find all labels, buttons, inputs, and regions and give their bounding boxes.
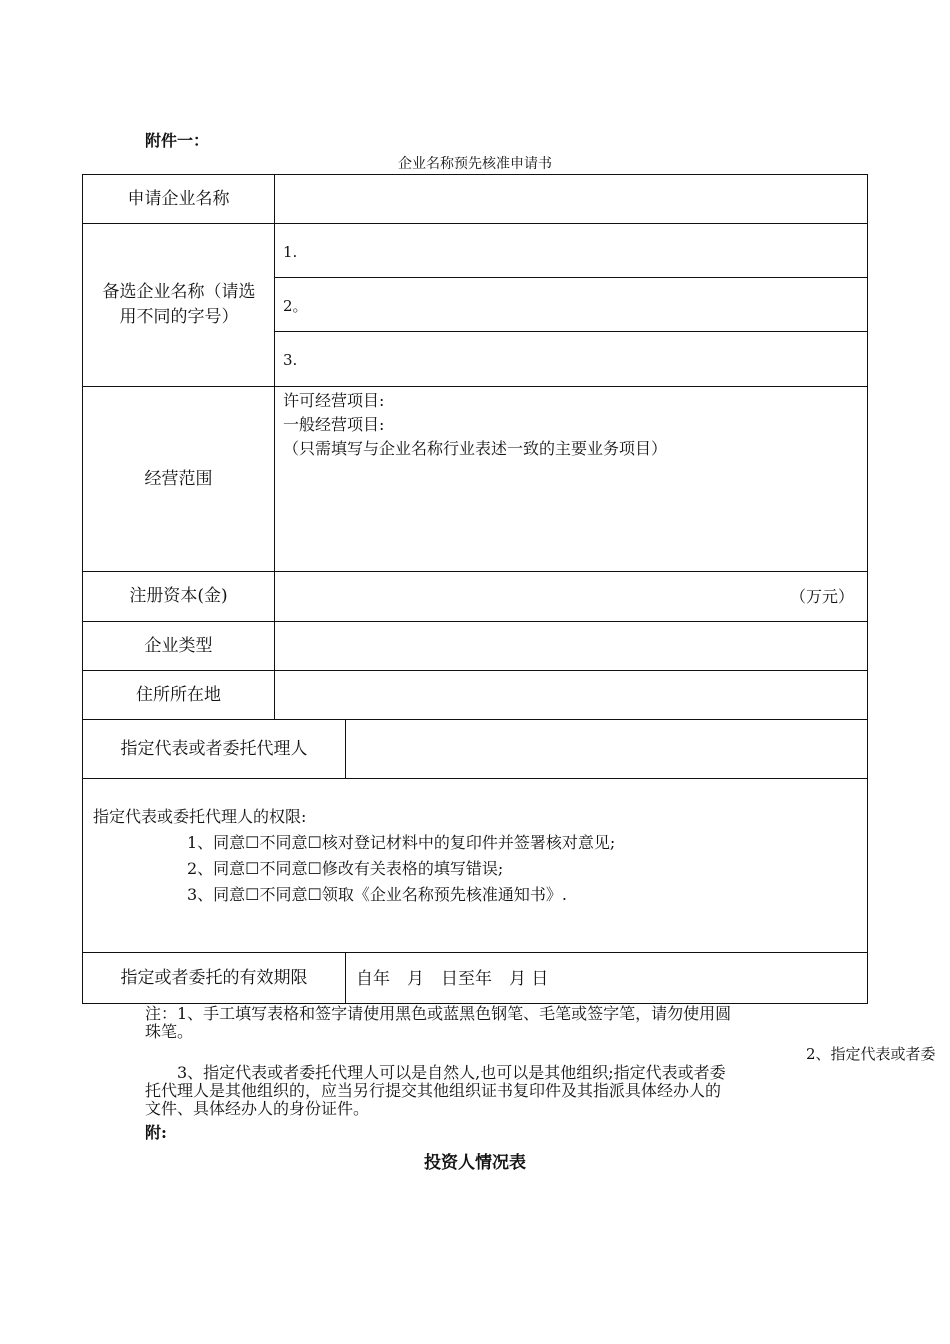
- row-divider: [274, 331, 868, 332]
- address-label: 住所所在地: [136, 684, 221, 705]
- note-2-fragment: 2、指定代表或者委: [806, 1045, 936, 1063]
- note-1-line-2: 珠笔。: [145, 1022, 194, 1041]
- validity-value[interactable]: 自年 月 日至年 月 日: [356, 969, 549, 989]
- investor-table-title: 投资人情况表: [424, 1153, 526, 1173]
- address-field[interactable]: [276, 672, 866, 718]
- row-divider: [82, 778, 868, 779]
- authority-title: 指定代表或委托代理人的权限:: [93, 807, 307, 826]
- licensed-items-text: 许可经营项目:: [283, 391, 385, 410]
- capital-unit: （万元）: [790, 587, 855, 606]
- note-3-line-2: 托代理人是其他组织的，应当另行提交其他组织证书复印件及其指派具体经办人的: [145, 1081, 722, 1100]
- company-name-label: 申请企业名称: [127, 188, 230, 209]
- annex-label: 附:: [145, 1123, 167, 1142]
- authority-item-3: 3、同意☐不同意☐领取《企业名称预先核准通知书》.: [187, 885, 567, 904]
- note-3-line-1: 3、指定代表或者委托代理人可以是自然人,也可以是其他组织;指定代表或者委: [177, 1063, 726, 1082]
- general-items-text: 一般经营项目:: [283, 415, 385, 434]
- note-1-line-1: 注：1、手工填写表格和签字请使用黑色或蓝黑色钢笔、毛笔或签字笔，请勿使用圆: [145, 1004, 732, 1023]
- validity-label: 指定或者委托的有效期限: [120, 967, 308, 988]
- alt-name-2[interactable]: 2。: [283, 297, 308, 315]
- agent-label: 指定代表或者委托代理人: [120, 738, 308, 759]
- attachment-label: 附件一：: [145, 131, 210, 150]
- scope-hint-text: （只需填写与企业名称行业表述一致的主要业务项目）: [283, 439, 668, 458]
- alt-names-label: 备选企业名称（请选用不同的字号）: [102, 282, 256, 327]
- column-divider: [345, 719, 346, 778]
- row-divider: [274, 277, 868, 278]
- authority-item-1: 1、同意☐不同意☐核对登记材料中的复印件并签署核对意见;: [187, 833, 616, 852]
- agent-field[interactable]: [347, 721, 866, 777]
- business-scope-field[interactable]: [283, 389, 863, 569]
- alt-name-1[interactable]: 1.: [283, 243, 298, 261]
- company-type-field[interactable]: [276, 623, 866, 669]
- capital-field[interactable]: [276, 573, 866, 620]
- alt-name-3[interactable]: 3.: [283, 351, 298, 369]
- note-3-line-3: 文件、具体经办人的身份证件。: [145, 1099, 370, 1118]
- column-divider: [274, 174, 275, 719]
- form-title: 企业名称预先核准申请书: [398, 156, 552, 172]
- company-name-field[interactable]: [276, 176, 866, 222]
- company-type-label: 企业类型: [144, 635, 213, 656]
- column-divider: [345, 952, 346, 1003]
- capital-label: 注册资本(金): [129, 586, 228, 606]
- business-scope-label: 经营范围: [144, 468, 213, 489]
- authority-item-2: 2、同意☐不同意☐修改有关表格的填写错误;: [187, 859, 504, 878]
- table-border-right: [867, 174, 868, 1004]
